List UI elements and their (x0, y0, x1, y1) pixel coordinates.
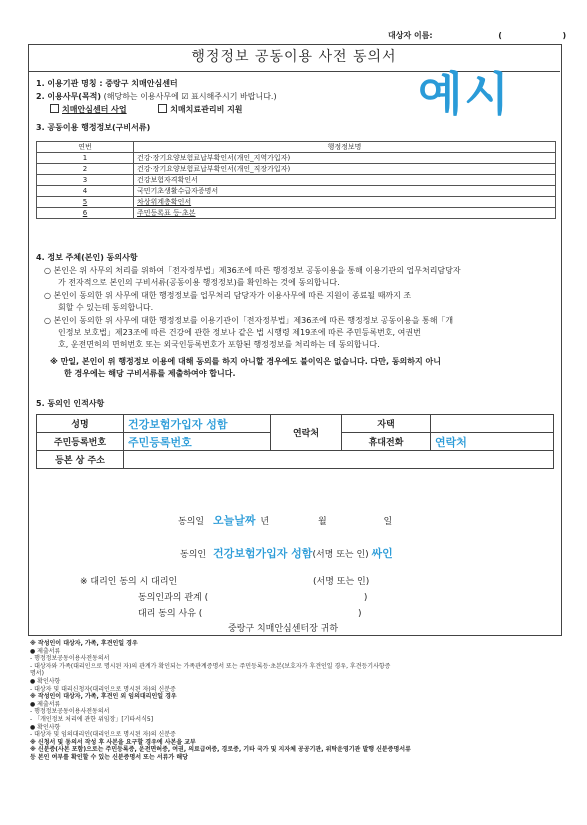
address-label: 등본 상 주소 (37, 451, 124, 469)
table-row: 1 건강·장기요양보험료납부확인서(개인_지역가입자) (37, 153, 556, 164)
rrn-label: 주민등록번호 (37, 433, 124, 451)
consent-item-1: ○ 본인은 위 사무의 처리를 위하여「전자정부법」제36조에 따른 행정정보 공동이용을 통해 이용기관의 업무처리담당자 (44, 266, 461, 275)
rrn-value[interactable]: 주민등록번호 (124, 433, 271, 451)
note-line: - 대상자 및 대리신청자(대리인으로 명시된 자)의 신분증 (30, 685, 176, 693)
section-1: 1. 이용기관 명칭 : 중랑구 치매안심센터 (36, 79, 178, 88)
home-phone-label: 자택 (342, 415, 431, 433)
table-row: 2 건강·장기요양보험료납부확인서(개인_직장가입자) (37, 164, 556, 175)
note-line: - 행정정보공동이용사전동의서 (30, 655, 110, 663)
note-line: ※ 작성인이 대상자, 가족, 후견인 외 임의대리인일 경우 (30, 693, 177, 701)
admin-info-table (36, 141, 556, 219)
purpose-option-treatment[interactable]: 치매치료관리비 지원 (158, 105, 242, 114)
consent-item-3-cont2: 호, 운전면허의 면허번호 또는 외국인등록번호가 포함된 행정정보를 처리하는 데 동의합니다. (58, 340, 380, 349)
consent-date: 동의일 오늘날짜 년 월 일 (178, 514, 393, 527)
consenter-sign: 동의인 건강보험가입자 성함(서명 또는 인) 싸인 (180, 547, 393, 560)
note-line: ● 확인사항 (30, 678, 61, 685)
name-value[interactable]: 건강보험가입자 성함 (124, 415, 271, 433)
note-line: ● 제출서류 (30, 700, 61, 708)
table-header-name: 행정정보명 (134, 142, 556, 153)
table-row: 6 주민등록표 등·초본 (37, 208, 556, 219)
consent-item-3: ○ 본인이 동의한 위 사무에 대한 행정정보를 이용기관이「전자정부법」제36조에 따른 행정정보 공동이용을 통해「개 (44, 316, 454, 325)
consent-item-2: ○ 본인이 동의한 위 사무에 대한 행정정보를 업무처리 담당자가 이용사무에 따른 지원이 종료될 때까지 조 (44, 291, 412, 300)
checkbox-icon (50, 104, 59, 113)
table-header-no: 연번 (37, 142, 134, 153)
consenter-info-table (36, 414, 554, 469)
signature: 싸인 (371, 547, 393, 560)
addressee: 중랑구 치매안심센터장 귀하 (228, 624, 339, 634)
table-row: 5 차상위계층확인서 (37, 197, 556, 208)
contact-label: 연락처 (271, 415, 342, 451)
note-line: 등 본인 여부를 확인할 수 있는 신분증명서 또는 서류가 해당 (30, 754, 188, 761)
consent-item-3-cont: 인정보 보호법」제23조에 따른 건강에 관한 정보나 같은 법 시행령 제19조에 따른 주민등록번호, 여권번 (58, 328, 421, 337)
table-row: 3 건강보험자격확인서 (37, 175, 556, 186)
note-line: ※ 신분증(사본 포함)으로는 주민등록증, 운전면허증, 여권, 의료급여증, 경로증, 기타 국가 및 지자체 공공기관, 위탁운영기관 발행 신분증명서류 (30, 746, 411, 754)
agent-line: ※ 대리인 동의 시 대리인 (서명 또는 인) (80, 577, 370, 587)
note-line: ● 제출서류 (30, 647, 61, 655)
note-line: - 행정정보공동이용사전동의서 (30, 708, 110, 716)
consent-item-1-cont: 가 전자적으로 본인의 구비서류(공동이용 행정정보)를 확인하는 것에 동의합니다. (58, 278, 340, 287)
section-3: 3. 공동이용 행정정보(구비서류) (36, 123, 151, 132)
warning-line-2: 한 경우에는 해당 구비서류를 제출하여야 합니다. (64, 369, 236, 378)
target-name-label: 대상자 이름: ( ) (388, 31, 567, 40)
consent-item-2-cont: 회할 수 있는데 동의합니다. (58, 303, 154, 312)
mobile-value[interactable]: 연락처 (431, 433, 554, 451)
name-label: 성명 (37, 415, 124, 433)
note-line: ● 확인사항 (30, 723, 61, 731)
home-phone-value[interactable] (431, 415, 554, 433)
mobile-label: 휴대전화 (342, 433, 431, 451)
purpose-options (50, 104, 243, 115)
table-row: 4 국민기초생활수급자증명서 (37, 186, 556, 197)
section-5: 5. 동의인 인적사항 (36, 399, 105, 408)
checkbox-icon (158, 104, 167, 113)
agent-relation: 동의인과의 관계 ( ) (138, 593, 368, 603)
note-line: 명서) (30, 670, 44, 678)
address-value[interactable] (124, 451, 554, 469)
document-title: 행정정보 공동이용 사전 동의서 (28, 44, 560, 72)
note-line: - 대상자 및 임의대리인(대리인으로 명시된 자)의 신분증 (30, 731, 176, 739)
section-2: 2. 이용사무(목적) (해당하는 이용사무에 ☑ 표시해주시기 바랍니다.) (36, 92, 277, 101)
purpose-option-center[interactable]: 치매안심센터 사업 (50, 105, 127, 114)
note-line: - 대상자와 가족(대리인으로 명시된 자)의 관계가 확인되는 가족관계증명서 또는 주민등록등·초본(보호자가 후견인일 경우, 후견등기사항증 (30, 662, 391, 670)
sample-stamp: 예시 (418, 67, 511, 121)
section-4: 4. 정보 주체(본인) 동의사항 (36, 253, 138, 262)
note-line: - 「개인정보 처리에 관한 위임장」[기타서식5] (30, 716, 154, 723)
note-line: ※ 신청서 및 동의서 작성 후 사본을 요구할 경우에 사본을 교부 (30, 738, 196, 746)
agent-reason: 대리 동의 사유 ( ) (138, 609, 362, 619)
warning-line-1: ※ 만일, 본인이 위 행정정보 이용에 대해 동의를 하지 아니할 경우에도 불이익은 없습니다. 다만, 동의하지 아니 (50, 357, 441, 366)
note-line: ※ 작성인이 대상자, 가족, 후견인일 경우 (30, 640, 138, 647)
